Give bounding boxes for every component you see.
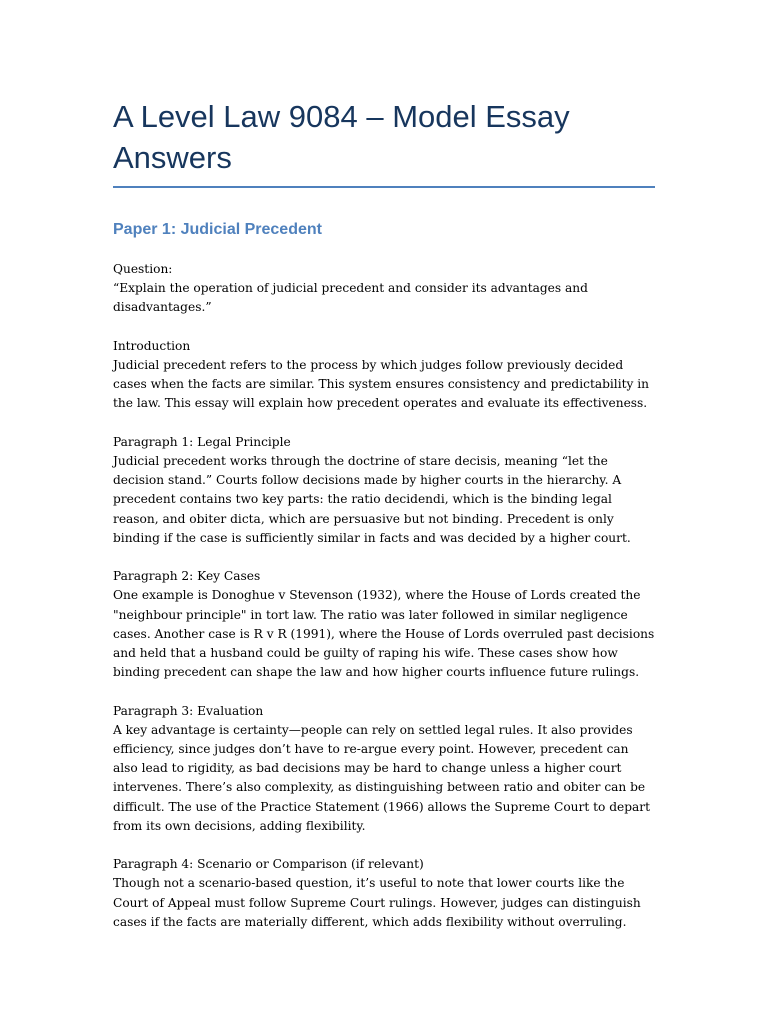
paragraph-2-block: [113, 567, 655, 682]
question-text: “Explain the operation of judicial precedent and consider its advantages and disadvantages.”: [113, 281, 588, 315]
introduction-text: Judicial precedent refers to the process by which judges follow previously decided cases when the facts are similar. This system ensures consistency and predictability in the law. This essay will explain how precedent operates and evaluate its effectiveness.: [113, 358, 650, 411]
introduction-label: Introduction: [113, 338, 191, 353]
document-title: A Level Law 9084 – Model Essay Answers: [113, 96, 655, 188]
paragraph-4-block: [113, 855, 655, 932]
question-label: Question:: [113, 262, 173, 276]
section-heading: Paper 1: Judicial Precedent: [113, 221, 322, 238]
paragraph-2-label: Paragraph 2: Key Cases: [113, 569, 261, 584]
paragraph-1-text: Judicial precedent works through the doctrine of stare decisis, meaning “let the decision stand.” Courts follow decisions made by higher courts in the hierarchy. A precedent contains two key parts: the ratio decidendi, which is the binding legal reason, and obiter dicta, which are persuasive but not binding. Precedent is only binding if the case is sufficiently similar in facts and was decided by a higher court.: [113, 454, 631, 545]
paragraph-4-text: Though not a scenario-based question, it’s useful to note that lower courts like the Court of Appeal must follow Supreme Court rulings. However, judges can distinguish cases if the facts are materially different, which adds flexibility without overruling.: [113, 876, 641, 929]
introduction-block: [113, 337, 655, 414]
paragraph-4-label: Paragraph 4: Scenario or Comparison (if relevant): [113, 857, 424, 872]
document-page: [113, 96, 655, 932]
paragraph-3-block: [113, 702, 655, 836]
question-block: [113, 260, 655, 318]
paragraph-3-label: Paragraph 3: Evaluation: [113, 703, 264, 718]
paragraph-1-block: [113, 433, 655, 548]
paragraph-3-text: A key advantage is certainty—people can rely on settled legal rules. It also provides efficiency, since judges don’t have to re-argue every point. However, precedent can also lead to rigidity, as bad decisions may be hard to change unless a higher court intervenes. There’s also complexity, as distinguishing between ratio and obiter can be difficult. The use of the Practice Statement (1966) allows the Supreme Court to depart from its own decisions, adding flexibility.: [113, 722, 651, 833]
paragraph-1-label: Paragraph 1: Legal Principle: [113, 434, 291, 449]
paragraph-2-text: One example is Donoghue v Stevenson (1932), where the House of Lords created the "neighbour principle" in tort law. The ratio was later followed in similar negligence cases. Another case is R v R (1991), where the House of Lords overruled past decisions and held that a husband could be guilty of raping his wife. These cases show how binding precedent can shape the law and how higher courts influence future rulings.: [113, 588, 655, 680]
